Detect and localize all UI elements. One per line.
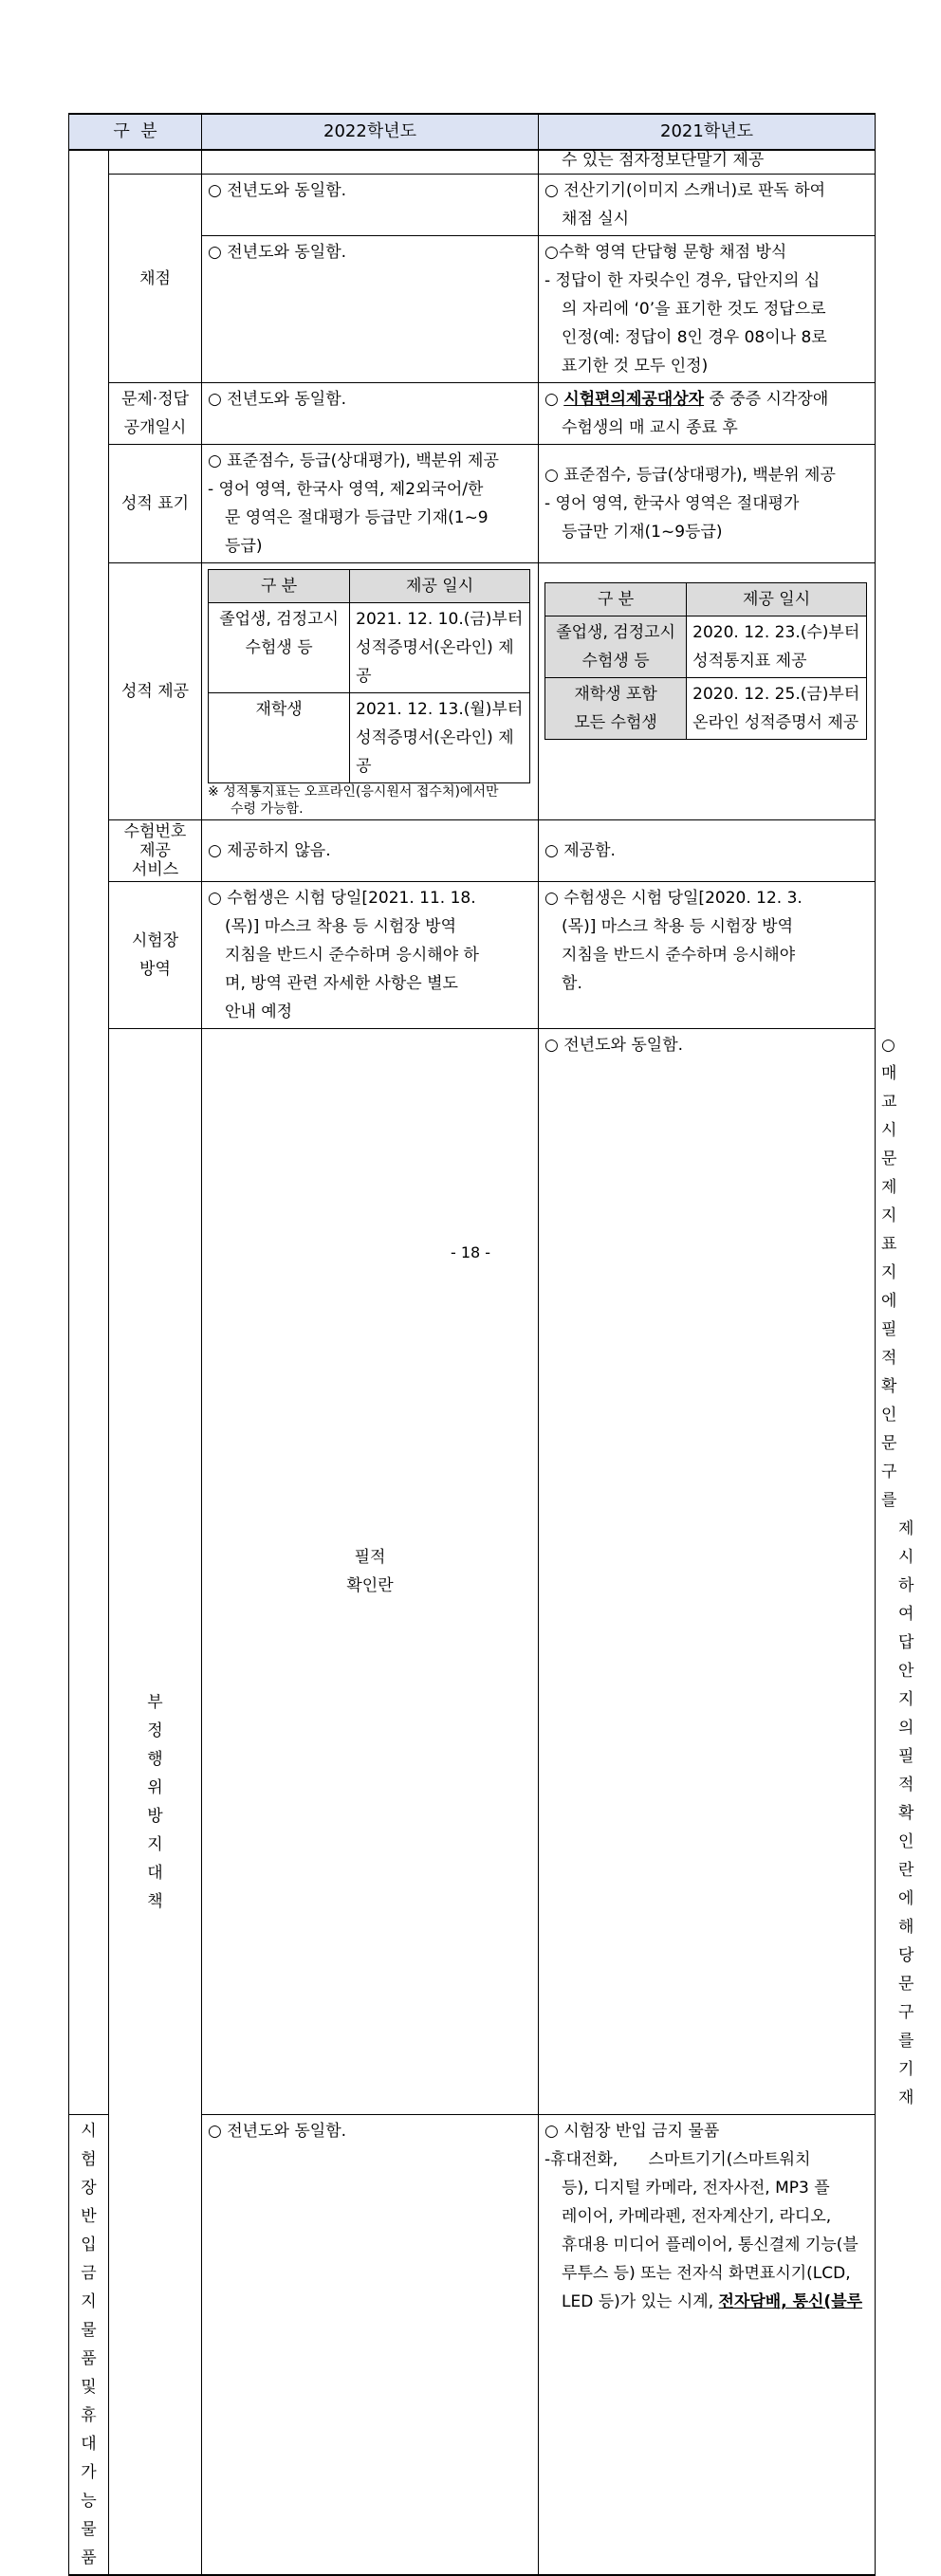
note: ※ 성적통지표는 오프라인(응시원서 접수처)에서만 (208, 784, 499, 800)
label-scoring: 채점 (109, 175, 202, 383)
cell-2022: ○ 수험생은 시험 당일[2021. 11. 18. (목)] 마스크 착용 등 시험장 방역 지침을 반드시 준수하며 응시해야 하 며, 방역 관련 자세한 사항은 별도 안내 예정 (202, 882, 539, 1029)
cell-2022: ○ 표준점수, 등급(상대평가), 백분위 제공 - 영어 영역, 한국사 영역, 제2외국어/한 문 영역은 절대평가 등급만 기재(1~9 등급) (202, 445, 539, 563)
cell-2021: ○ 전산기기(이미지 스캐너)로 판독 하여 채점 실시 (539, 175, 876, 236)
cell-2021: ○ 제공함. (539, 820, 876, 882)
header-category: 구 분 (69, 114, 202, 150)
cell-2022: ○ 전년도와 동일함. (202, 236, 539, 383)
table-header-row (69, 114, 876, 150)
cell-2021: ○ 표준점수, 등급(상대평가), 백분위 제공 - 영어 영역, 한국사 영역은 절대평가 등급만 기재(1~9등급) (539, 445, 876, 563)
table-row (69, 563, 876, 820)
label-fraud-group: 부 정 행 위 방 지 대 책 (109, 1029, 202, 2576)
label-cell-blank (109, 150, 202, 175)
table-row (69, 820, 876, 882)
label-examno: 수험번호 제공 서비스 (109, 820, 202, 882)
group-cell-blank (69, 150, 109, 2115)
underlined-term: 시험편의제공대상자 (563, 390, 705, 409)
cell-2021: ○ 시험편의제공대상자 중 중증 시각장애 수험생의 매 교시 종료 후 (539, 383, 876, 445)
cell-2021: ○ 수험생은 시험 당일[2020. 12. 3. (목)] 마스크 착용 등 시험장 방역 지침을 반드시 준수하며 응시해야 함. (539, 882, 876, 1029)
label-handwriting: 필적 확인란 (202, 1029, 539, 2115)
cell-2021: ○수학 영역 단답형 문항 채점 방식 - 정답이 한 자릿수인 경우, 답안지의 십 의 자리에 ‘0’을 표기한 것도 정답으로 인정(예: 정답이 8인 경우 08이나 8로 표기한 것 모두 인정) (539, 236, 876, 383)
cell-2022: ○ 전년도와 동일함. (539, 1029, 876, 2115)
table-row (69, 445, 876, 563)
label-release: 문제·정답 공개일시 (109, 383, 202, 445)
header-2021: 2021학년도 (539, 114, 876, 150)
table-row (69, 383, 876, 445)
cell-2021 (539, 563, 876, 820)
cell-2022 (202, 150, 539, 175)
label-provide: 성적 제공 (109, 563, 202, 820)
label-banned: 시험장 반입 금지 물품 및 휴대 가능 물품 (69, 2115, 109, 2576)
underlined-term: 전자담배, 통신(블루 (718, 2292, 863, 2311)
sub-table-2021: 구 분 제공 일시 졸업생, 검정고시 수험생 등 2020. 12. 23.(수)부터 성적통지표 제공 재학생 포함 모든 수험생 2020. 12. 25.(금)부터 온라인 성적증명서 제공 (544, 582, 867, 740)
table-row (69, 175, 876, 236)
cell-2022: ○ 전년도와 동일함. (202, 175, 539, 236)
label-report: 성적 표기 (109, 445, 202, 563)
page-number: - 18 - (450, 1243, 491, 1261)
cell-2022: ○ 전년도와 동일함. (202, 2115, 539, 2576)
comparison-table (68, 113, 914, 2576)
cell-2022: ○ 제공하지 않음. (202, 820, 539, 882)
label-quarantine: 시험장 방역 (109, 882, 202, 1029)
sub-table-2022: 구 분 제공 일시 졸업생, 검정고시 수험생 등 2021. 12. 10.(금)부터 성적증명서(온라인) 제공 재학생 2021. 12. 13.(월)부터 성적증명서(온라인) 제공 (208, 569, 530, 783)
header-2022: 2022학년도 (202, 114, 539, 150)
table-row (69, 882, 876, 1029)
table-row (69, 150, 876, 175)
document-page (68, 113, 914, 2576)
cell-2021: 수 있는 점자정보단말기 제공 (539, 150, 876, 175)
cell-2022: 구 분 제공 일시 졸업생, 검정고시 수험생 등 2021. 12. 10.(금)부터 성적증명서(온라인) 제공 재학생 2021. 12. 13.(월)부터 성적증명서(온라인) 제공 ※ 성적통지표는 오프라인(응시원서 접수처)에서만 수령 가능함. (202, 563, 539, 820)
cell-2021: ○ 시험장 반입 금지 물품 -휴대전화, 스마트기기(스마트워치 등), 디지털 카메라, 전자사전, MP3 플 레이어, 카메라펜, 전자계산기, 라디오, 휴대용 미디어 플레이어, 통신결제 기능(블 루투스 등) 또는 전자식 화면표시기(LCD, LED 등)가 있는 시계, 전자담배, 통신(블루 (539, 2115, 876, 2576)
table-row: 부 정 행 위 방 지 대 책 필적 확인란 ○ 전년도와 동일함. ○ 매 교시 문제지 표지에 필적확인문구를 제시하여 답안지의 필적확인란에 해당 문구를 기재 (69, 1029, 876, 2115)
cell-2022: ○ 전년도와 동일함. (202, 383, 539, 445)
